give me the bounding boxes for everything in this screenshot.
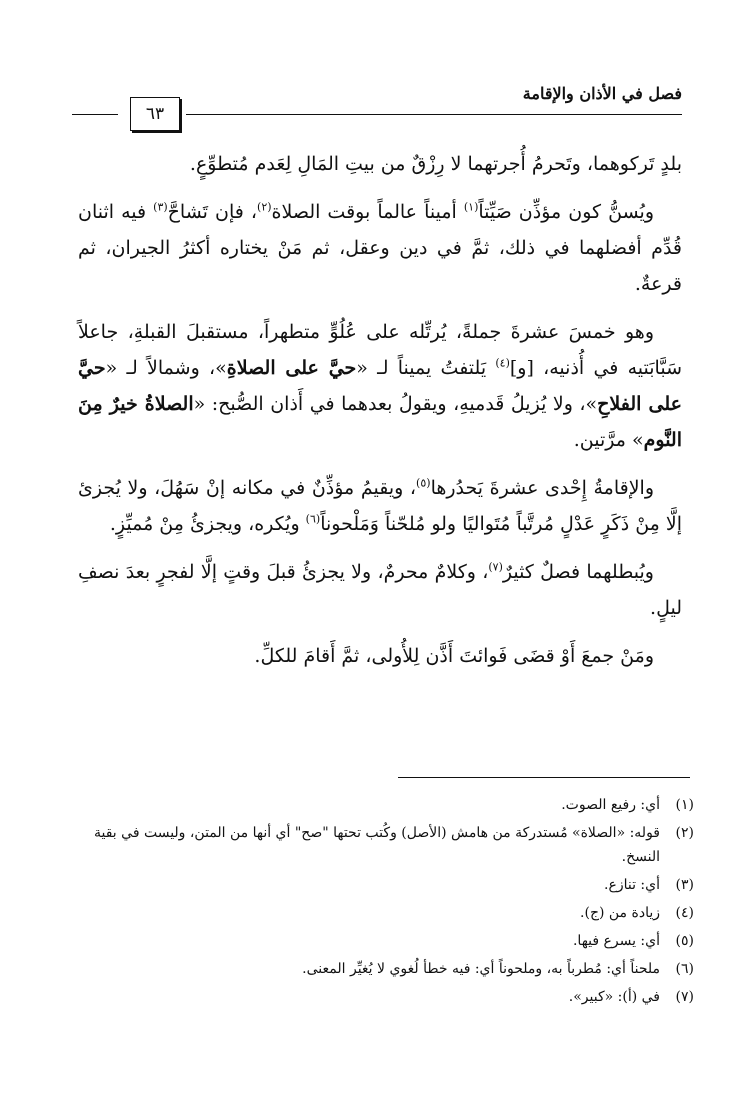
paragraph-text: والإقامةُ إِحْدى عشرةَ يَحدُرها [430, 477, 655, 499]
page-number: ٦٣ [130, 97, 180, 131]
footnote-text: أي: رفيع الصوت. [561, 797, 660, 813]
paragraph-6 [78, 638, 682, 674]
paragraph-text: ويُسنُّ كون مؤذِّن صَيِّتاً [478, 201, 655, 223]
paragraph-3 [78, 314, 682, 458]
footnote-item [60, 901, 694, 925]
footnote-item [60, 873, 694, 897]
footnote-separator [398, 777, 690, 778]
footnote-number: (٦) [675, 961, 694, 977]
footnote-item [60, 793, 694, 817]
footnote-number: (٣) [675, 877, 694, 893]
paragraph-text: »، وشمالاً لـ « [105, 357, 227, 379]
footnote-text: في (أ): «كبير». [568, 989, 660, 1005]
paragraph-1 [78, 146, 682, 182]
bold-phrase: حيَّ على الفلاحِ [78, 357, 683, 415]
footnote-item [60, 821, 694, 869]
footnote-text: أي: يسرع فيها. [572, 933, 660, 949]
paragraph-text: ، فإن تَشاحَّ [167, 201, 258, 223]
paragraph-text: » مرَّتين. [573, 429, 644, 451]
paragraph-text: »، ولا يُزيلُ قَدميهِ، ويقولُ بعدهما في أَذان الصُّبح: « [193, 393, 598, 415]
footnote-item [60, 929, 694, 953]
footnote-ref: (٥) [416, 476, 431, 490]
footnote-number: (١) [675, 797, 694, 813]
chapter-title: فصل في الأذان والإقامة [522, 84, 682, 103]
main-text [78, 146, 682, 686]
footnote-item [60, 985, 694, 1009]
footnote-ref: (٣) [153, 200, 168, 214]
paragraph-text: ، ويقيمُ مؤذِّنٌ في مكانه إنْ سَهُلَ، ولا يُجزئ إلَّا مِنْ ذَكَرٍ عَدْلٍ مُرتَّباً مُتَواليًا ولو مُلحّناً وَمَلْحوناً [78, 477, 682, 535]
paragraph-text: ويُبطلهما فصلٌ كثيرٌ [502, 561, 654, 583]
paragraph-text: يَلتفتُ يميناً لـ « [356, 357, 496, 379]
paragraph-text: بلدٍ تَركوهما، وتَحرمُ أُجرتهما لا رِزْقٌ من بيتِ المَالِ لِعَدم مُتطوِّعٍ. [189, 153, 682, 175]
header-rule-short [72, 114, 118, 115]
footnote-number: (٤) [675, 905, 694, 921]
header-rule [186, 114, 682, 115]
footnote-number: (٢) [675, 825, 694, 841]
footnote-text: قوله: «الصلاة» مُستدركة من هامش (الأصل) وكُتب تحتها "صح" أي أنها من المتن، وليست في بقية النسخ. [93, 825, 660, 865]
paragraph-text: ، وكلامٌ محرمٌ، ولا يجزئُ قبلَ وقتٍ إلَّا لفجرٍ بعدَ نصفِ ليلٍ. [78, 561, 682, 619]
paragraph-text: ومَنْ جمعَ أَوْ قضَى فَوائتَ أَذَّن لِلأُولى، ثمَّ أَقامَ للكلِّ. [254, 645, 654, 667]
paragraph-text: فيه اثنان قُدِّم أفضلهما في ذلك، ثمَّ في دين وعقل، ثم مَنْ يختاره أكثرُ الجيران، ثم قرعةٌ. [78, 201, 682, 295]
footnote-text: أي: تنازع. [604, 877, 660, 893]
paragraph-text: وهو خمسَ عشرةَ جملةً، يُرتِّله على عُلُوٍّ متطهراً، مستقبلَ القبلةِ، جاعلاً سَبَّابَتيه في أُذنيه، [و] [78, 321, 682, 379]
footnote-item [60, 957, 694, 981]
footnote-ref: (١) [463, 200, 479, 214]
footnote-ref: (٤) [495, 356, 510, 370]
bold-phrase: حيَّ على الصلاةِ [226, 357, 357, 379]
footnote-number: (٧) [675, 989, 694, 1005]
footnotes [60, 793, 694, 1013]
paragraph-5 [78, 554, 682, 626]
paragraph-text: أميناً عالماً بوقت الصلاة [271, 201, 464, 223]
footnote-ref: (٧) [488, 560, 503, 574]
footnote-ref: (٦) [305, 512, 321, 526]
footnote-ref: (٢) [257, 200, 272, 214]
footnote-text: ملحناً أي: مُطرباً به، وملحوناً أي: فيه خطأ لُغوي لا يُغيِّر المعنى. [302, 961, 660, 977]
footnote-text: زيادة من (ج). [580, 905, 660, 921]
paragraph-2 [78, 194, 682, 302]
paragraph-text: ويُكره، ويجزئُ مِنْ مُميِّزٍ. [109, 513, 306, 535]
footnote-number: (٥) [675, 933, 694, 949]
bold-phrase: الصلاةُ خيرٌ مِنَ النَّوم [78, 393, 682, 451]
paragraph-4 [78, 470, 682, 542]
